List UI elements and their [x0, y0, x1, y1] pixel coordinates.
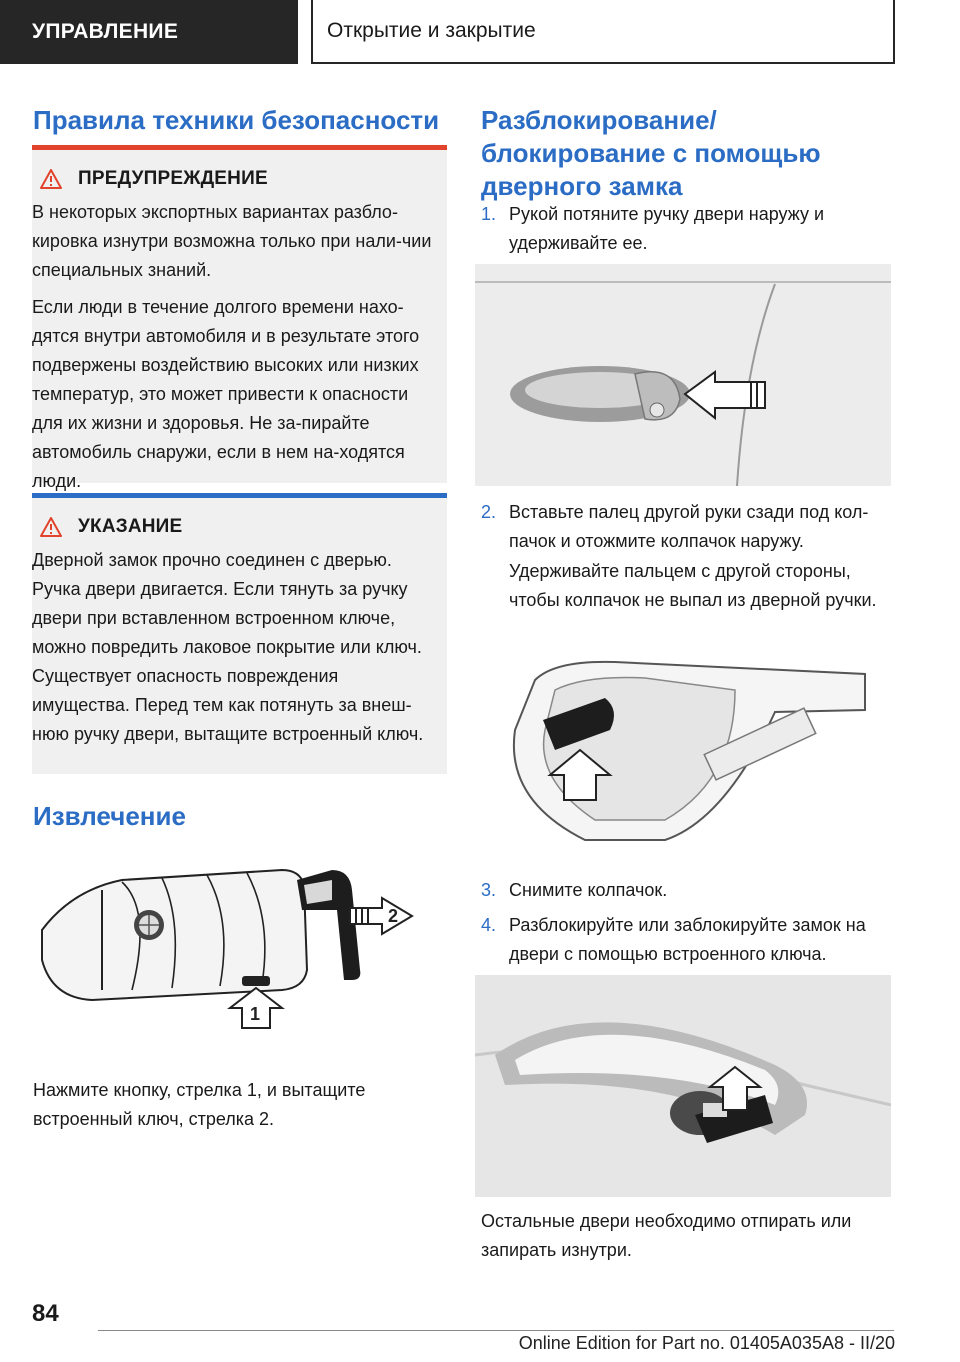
step-4 [481, 911, 895, 969]
warning-triangle-icon [40, 169, 62, 189]
note-paragraph: Дверной замок прочно соединен с дверью. Ручка двери двигается. Если тянуть за ручку двери при вставленном встроенном ключе, можно повредить лаковое покрытие или ключ. Существует опасность повреждения имущества. Перед тем как потянуть за внеш-нюю ручку двери, вытащите встроенный ключ. [32, 550, 424, 744]
step-2-text: Вставьте палец другой руки сзади под кол-пачок и отожмите колпачок наружу. [509, 502, 869, 551]
lock-title: Разблокирование/ блокирование с помощью дверного замка [481, 105, 821, 201]
extraction-title: Извлечение [33, 801, 186, 831]
chapter-title: Открытие и закрытие [311, 0, 895, 64]
door-handle-illustration [475, 264, 891, 486]
key-lock-illustration [475, 975, 891, 1197]
cap-illustration [495, 650, 891, 862]
arrow-2-icon [350, 898, 412, 934]
warning-heading [40, 168, 447, 190]
step-3-text: Снимите колпачок. [509, 880, 668, 900]
key-figure [32, 850, 447, 1050]
safety-title: Правила техники безопасности [33, 105, 440, 135]
door-handle-figure [475, 264, 891, 486]
step-2-extra: Удерживайте пальцем с другой стороны, чтобы колпачок не выпал из дверной ручки. [509, 561, 877, 610]
warning-paragraph-2: Если люди в течение долгого времени нахо-дятся внутри автомобиля и в результате этого подвержены воздействию высоких или низких температур, это может привести к опасности для их жизни и здоровья. Не за-пирайте автомобиль снаружи, если в нем на-ходятся люди. [32, 297, 420, 491]
release-button-icon [242, 976, 270, 986]
step-1 [481, 200, 891, 258]
key-lock-figure [475, 975, 891, 1197]
step-4-text: Разблокируйте или заблокируйте замок на двери с помощью встроенного ключа. [509, 915, 866, 964]
step-3 [481, 876, 895, 905]
section-tab: УПРАВЛЕНИЕ [0, 0, 298, 64]
note-triangle-icon [40, 517, 62, 537]
key-caption: Нажмите кнопку, стрелка 1, и вытащите встроенный ключ, стрелка 2. [33, 1080, 366, 1129]
page-number: 84 [32, 1300, 59, 1327]
final-note: Остальные двери необходимо отпирать или запирать изнутри. [481, 1211, 852, 1260]
note-box [32, 498, 447, 774]
step-1-number: 1. [481, 204, 497, 224]
note-heading [40, 516, 447, 538]
warning-label: ПРЕДУПРЕЖДЕНИЕ [78, 168, 268, 189]
note-label: УКАЗАНИЕ [78, 516, 183, 537]
footer-edition: Online Edition for Part no. 01405A035A8 - II/20 [518, 1333, 895, 1353]
warning-paragraph-1: В некоторых экспортных вариантах разбло-кировка изнутри возможна только при нали-чии специальных знаний. [32, 202, 432, 280]
step-2-number: 2. [481, 502, 497, 522]
arrow-2-label: 2 [388, 906, 399, 926]
step-3-number: 3. [481, 880, 497, 900]
step-4-number: 4. [481, 915, 497, 935]
arrow-1-label: 1 [250, 1004, 261, 1024]
warning-box [32, 150, 447, 491]
key-illustration [32, 850, 447, 1050]
cap-figure [495, 650, 891, 862]
footer-rule [98, 1330, 894, 1331]
step-1-text: Рукой потяните ручку двери наружу и удерживайте ее. [509, 204, 825, 253]
step-2 [481, 498, 895, 556]
